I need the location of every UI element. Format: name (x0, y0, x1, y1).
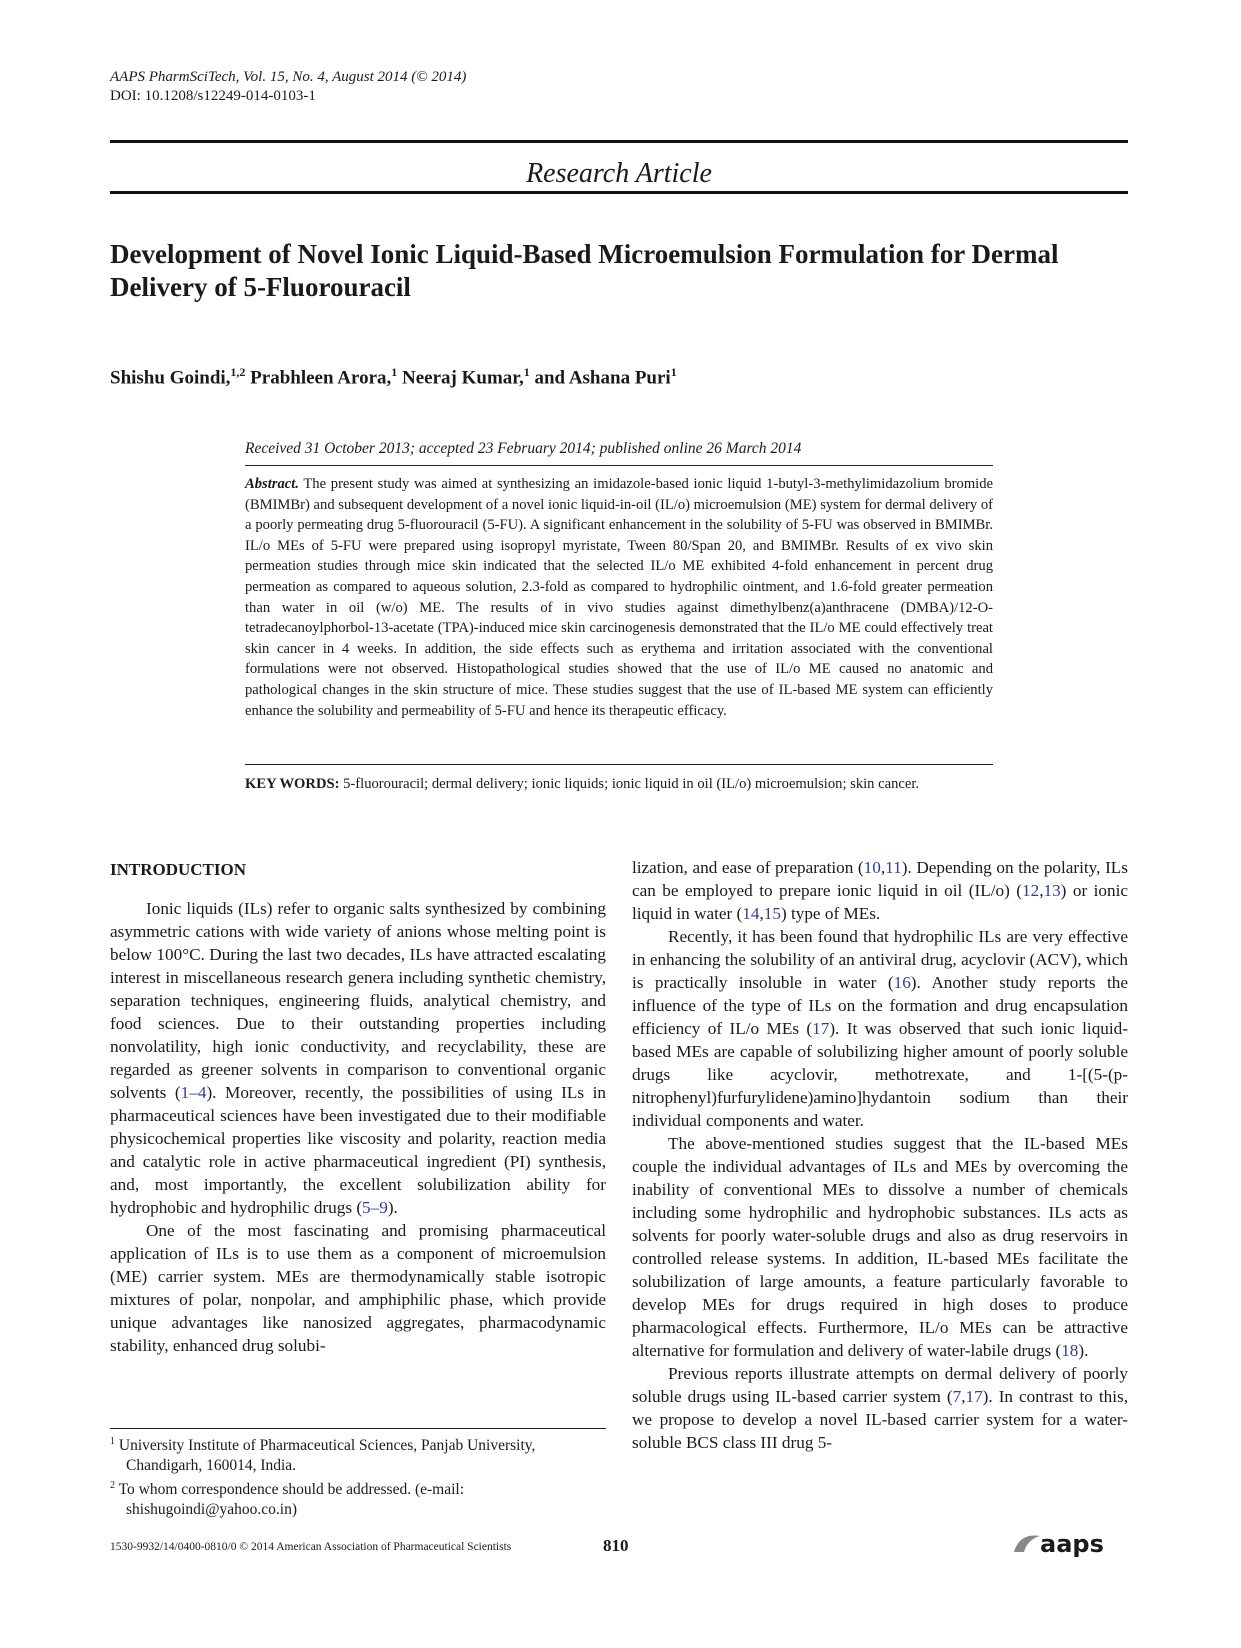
author-affiliation: 1 (670, 365, 677, 379)
logo-text: aaps (1040, 1530, 1104, 1558)
abstract-label: Abstract. (245, 476, 299, 492)
citation-link[interactable]: 15 (763, 904, 781, 923)
citation-link[interactable]: 18 (1061, 1341, 1079, 1360)
abstract-bottom-rule (245, 764, 993, 765)
paragraph: One of the most fascinating and promising pharmaceutical application of ILs is to use them as a component of microemulsion (ME) carrier system. MEs are thermodynamically stable isotropic mixtures of polar, nonpolar, and amphiphilic phase, which provide unique advantages like nanosized aggregates, pharmacodynamic stability, enhanced drug solubi- (110, 1221, 606, 1355)
paragraph: Previous reports illustrate attempts on dermal delivery of poorly soluble drugs using IL-based carrier system (7,17). In contrast to this, we propose to develop a novel IL-based carrier system for a water-soluble BCS class III drug 5- (632, 1364, 1128, 1452)
author: Shishu Goindi, (110, 367, 231, 389)
citation-link[interactable]: 16 (893, 973, 911, 992)
paragraph: The above-mentioned studies suggest that the IL-based MEs couple the individual advantages of ILs and MEs by overcoming the inability of conventional MEs to dissolve a number of chemicals including some hydrophilic and hydrophobic substances. ILs acts as solvents for poorly water-soluble drugs and also as drug reservoirs in controlled release systems. In addition, IL-based MEs facilitate the solubilization of large amounts, a feature particularly favorable to develop MEs for drugs required in high doses to produce pharmacological effects. Furthermore, IL/o MEs can be attractive alternative for formulation and delivery of water-labile drugs (18). (632, 1134, 1128, 1360)
aaps-swoosh-icon (1014, 1536, 1040, 1552)
footnote-rule (110, 1428, 606, 1429)
section-heading: INTRODUCTION (110, 860, 247, 879)
page-number: 810 (603, 1536, 629, 1555)
abstract-top-rule (245, 465, 993, 466)
bottom-rule (110, 191, 1128, 194)
author: and Ashana Puri (534, 367, 671, 389)
left-column (110, 897, 606, 1357)
doi[interactable]: DOI: 10.1208/s12249-014-0103-1 (110, 88, 316, 104)
citation-link[interactable]: 12 (1022, 881, 1040, 900)
keywords-text: 5-fluorouracil; dermal delivery; ionic liquids; ionic liquid in oil (IL/o) microemulsion; skin cancer. (343, 776, 920, 792)
citation-link[interactable]: 11 (885, 858, 902, 877)
citation-link[interactable]: 17 (812, 1019, 830, 1038)
footnote-2: $^2$ To whom correspondence should be addressed. (e-mail: shishugoindi@yahoo.co.in) (110, 1480, 465, 1519)
journal-citation: AAPS PharmSciTech, Vol. 15, No. 4, August 2014 (© 2014) (110, 69, 467, 85)
issn-copyright: 1530-9932/14/0400-0810/0 © 2014 American Association of Pharmaceutical Scientists (110, 1541, 512, 1553)
author: Prabhleen Arora, (250, 367, 392, 389)
paragraph: Ionic liquids (ILs) refer to organic salts synthesized by combining asymmetric cations with wide variety of anions whose melting point is below 100°C. During the last two decades, ILs have attracted escalating interest in miscellaneous research genera including synthetic chemistry, separation techniques, engineering fluids, analytical chemistry, and food sciences. Due to their outstanding properties including nonvolatility, high ionic conductivity, and recyclability, these are regarded as greener solvents in comparison to conventional organic solvents (1–4). Moreover, recently, the possibilities of using ILs in pharmaceutical sciences have been investigated due to their modifiable physicochemical properties like viscosity and polarity, reaction media and catalytic role in active pharmaceutical ingredient (PI) synthesis, and, most importantly, the excellent solubilization ability for hydrophobic and hydrophilic drugs (5–9). (110, 899, 606, 1217)
top-rule (110, 140, 1128, 143)
citation-link[interactable]: 10 (863, 858, 881, 877)
article-title: Development of Novel Ionic Liquid-Based Microemulsion Formulation for Dermal Delivery of 5-Fluorouracil (110, 239, 1059, 302)
citation-link[interactable]: 7 (952, 1387, 962, 1406)
keywords (245, 774, 993, 794)
author: Neeraj Kumar, (402, 367, 524, 389)
citation-link[interactable]: 1–4 (180, 1083, 207, 1102)
abstract (245, 474, 993, 721)
abstract-text: The present study was aimed at synthesizing an imidazole-based ionic liquid 1-butyl-3-methylimidazolium bromide (BMIMBr) and subsequent development of a novel ionic liquid-in-oil (IL/o) microemulsion (ME) system for dermal delivery of a poorly permeating drug 5-fluorouracil (5-FU). A significant enhancement in the solubility of 5-FU was observed in BMIMBr. IL/o MEs of 5-FU were prepared using isopropyl myristate, Tween 80/Span 20, and BMIMBr. Results of ex vivo skin permeation studies through mice skin indicated that the selected IL/o ME exhibited 4-fold enhancement in percent drug permeation as compared to aqueous solution, 2.3-fold as compared to hydrophilic ointment, and 1.6-fold greater permeation than water in oil (w/o) ME. The results of in vivo studies against dimethylbenz(a)anthracene (DMBA)/12-O-tetradecanoylphorbol-13-acetate (TPA)-induced mice skin carcinogenesis demonstrated that the IL/o ME could effectively treat skin cancer in 4 weeks. In addition, the side effects such as erythema and irritation associated with the conventional formulations were not observed. Histopathological studies showed that the use of IL/o ME caused no anatomic and pathological changes in the skin structure of mice. These studies suggest that the use of IL-based ME system can efficiently enhance the solubility and permeability of 5-FU and hence its therapeutic efficacy. (245, 476, 993, 719)
keywords-label: KEY WORDS: (245, 776, 340, 792)
citation-link[interactable]: 14 (742, 904, 760, 923)
citation-link[interactable]: 17 (965, 1387, 983, 1406)
author-affiliation: 1 (523, 365, 530, 379)
citation-link[interactable]: 13 (1043, 881, 1061, 900)
section-label: Research Article (526, 158, 712, 189)
received-dates: Received 31 October 2013; accepted 23 February 2014; published online 26 March 2014 (245, 440, 802, 457)
authors (110, 365, 677, 389)
paragraph: lization, and ease of preparation (10,11). Depending on the polarity, ILs can be employed to prepare ionic liquid in oil (IL/o) (12,13) or ionic liquid in water (14,15) type of MEs. (632, 858, 1128, 923)
footnote-1: $^1$ University Institute of Pharmaceutical Sciences, Panjab University, Chandigarh, 160014, India. (110, 1436, 536, 1475)
author-affiliation: 1 (391, 365, 398, 379)
author-affiliation: 1,2 (230, 365, 246, 379)
paragraph: Recently, it has been found that hydrophilic ILs are very effective in enhancing the solubility of an antiviral drug, acyclovir (ACV), which is practically insoluble in water (16). Another study reports the influence of the type of ILs on the formation and drug encapsulation efficiency of IL/o MEs (17). It was observed that such ionic liquid-based MEs are capable of solubilizing higher amount of poorly soluble drugs like acyclovir, methotrexate, and 1-[(5-(p-nitrophenyl)furfurylidene)amino]hydantoin sodium than their individual components and water. (632, 927, 1128, 1130)
footnotes (110, 1432, 606, 1520)
aaps-logo (1010, 1528, 1128, 1558)
right-column (632, 856, 1128, 1454)
citation-link[interactable]: 5–9 (362, 1198, 388, 1217)
